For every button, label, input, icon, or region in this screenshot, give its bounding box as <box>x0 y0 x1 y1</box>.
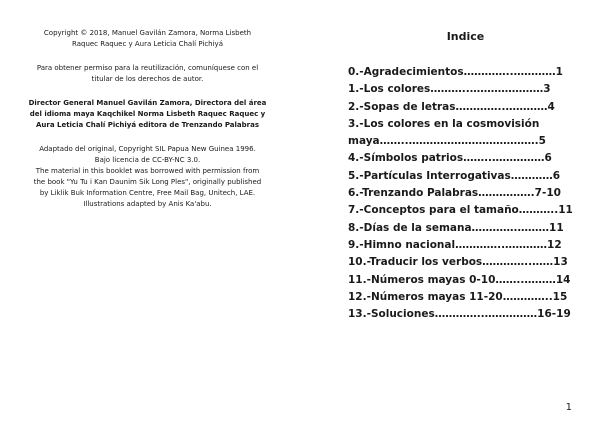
directors-line: Director General Manuel Gavilán Zamora, Directora del área <box>28 99 267 107</box>
copyright-notice <box>25 28 270 50</box>
permission-line: titular de los derechos de autor. <box>91 75 204 83</box>
toc-entry: 11.-Números mayas 0-10……..………14 <box>348 273 571 286</box>
toc-entry: 5.-Partículas Interrogativas…………6 <box>348 169 561 182</box>
adaptation-line: the book "Yu Tu i Kan Daunim Sik Long Ples", originally published <box>33 178 262 186</box>
copyright-page <box>25 28 270 210</box>
adaptation-line: Illustrations adapted by Anis Ka'abu. <box>83 200 212 208</box>
adaptation-line: Adaptado del original, Copyright SIL Papua New Guinea 1996. <box>39 145 256 153</box>
toc-entry: 1.-Los colores………..…………………3 <box>348 83 551 96</box>
permission-notice <box>25 63 270 85</box>
toc-entry: 13.-Soluciones…………..……………16-19 <box>348 308 571 321</box>
copyright-line: Copyright © 2018, Manuel Gavilán Zamora, Norma Lisbeth <box>43 29 252 37</box>
toc-entry: maya……..……………………………….5 <box>348 135 546 148</box>
toc-entry: 8.-Días de la semana………….………11 <box>348 221 564 234</box>
toc-entry: 2.-Sopas de letras…………..…………4 <box>348 100 555 113</box>
toc-entry: 12.-Números mayas 11-20…………..15 <box>348 290 568 303</box>
index-title: Indice <box>446 30 485 43</box>
toc-entry: 9.-Himno nacional…………..…………12 <box>348 238 562 251</box>
toc-entry: 0.-Agradecimientos…………..…………1 <box>348 66 563 78</box>
toc-entry: 7.-Conceptos para el tamaño………..11 <box>348 204 573 217</box>
copyright-line: Raquec Raquec y Aura Leticia Chalí Pichiyá <box>72 40 223 48</box>
toc-entry: 4.-Símbolos patrios……..……………6 <box>348 152 552 165</box>
adaptation-line: by Liklik Buk Information Centre, Free Mail Bag, Unitech, LAE. <box>39 189 256 197</box>
adaptation-line: The material in this booklet was borrowed with permission from <box>35 167 260 175</box>
adaptation-line: Bajo licencia de CC-BY-NC 3.0. <box>94 156 201 164</box>
toc-entry: 3.-Los colores en la cosmovisión <box>348 117 540 130</box>
toc-entry: 10.-Traducir los verbos…………..……13 <box>348 256 568 269</box>
directors-credit <box>25 98 270 131</box>
directors-line: del idioma maya Kaqchikel Norma Lisbeth Raquec Raquec y <box>29 110 266 118</box>
directors-line: Aura Leticia Chalí Pichiyá editora de Trenzando Palabras <box>35 121 260 129</box>
toc-entry: 6.-Trenzando Palabras…………….7-10 <box>348 187 561 200</box>
index-page <box>348 30 573 323</box>
permission-line: Para obtener permiso para la reutilización, comuníquese con el <box>36 64 259 72</box>
page-number: 1 <box>565 402 572 413</box>
adaptation-notice <box>25 144 270 210</box>
table-of-contents <box>348 64 573 323</box>
